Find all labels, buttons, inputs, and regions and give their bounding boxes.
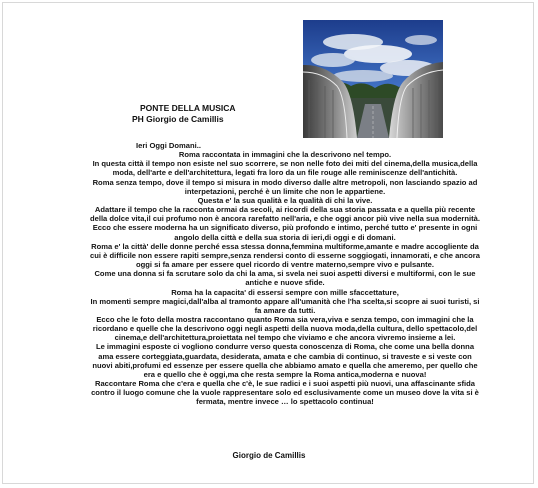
bridge-photo bbox=[303, 20, 443, 138]
text-line: Roma e' la città' delle donne perché essa stessa donna,femmina multiforme,amante e madre accogliente da bbox=[91, 241, 479, 251]
text-line: antiche e nuove sfide. bbox=[245, 278, 325, 288]
text-line: Ieri Oggi Domani.. bbox=[136, 141, 201, 150]
text-line: Roma senza tempo, dove il tempo si misura in modo diverso dalle altre metropoli, non lasciando spazio ad bbox=[92, 177, 478, 187]
text-line: Roma raccontata in immagini che la descrivono nel tempo. bbox=[178, 150, 392, 160]
text-line: Raccontare Roma che c'era e quella che c'è, le sue radici e i suoi aspetti più nuovi, una affascinante sfida bbox=[94, 379, 476, 389]
text-line: cui è difficile non essere rapiti sempre,senza rendersi conto di esserne soggiogati, innamorati, e che ancora bbox=[90, 250, 480, 260]
text-line: ama essere corteggiata,guardata, desiderata, amata e che cambia di continuo, si traveste e si veste con bbox=[98, 351, 472, 361]
signature: Giorgio de Camillis bbox=[232, 451, 306, 460]
text-line: oggi si fa amare per essere quel ricordo di ventre materno,sempre vivo e pulsante. bbox=[136, 260, 434, 270]
text-line: era e quello che è oggi,ma che resta sempre la Roma antica,moderna e nuova! bbox=[143, 369, 427, 379]
text-line: Le immagini esposte ci vogliono condurre verso questa conoscenza di Roma, che come una bella donna bbox=[95, 342, 475, 352]
text-line: fa amare da tutti. bbox=[254, 305, 316, 315]
text-line: Ecco che essere moderna ha un significato diverso, più profondo e intimo, perché tutto e' presente in ogni bbox=[92, 223, 478, 233]
text-line: moda, dell'arte e dell'architettura, legati fra loro da un file rouge alle reminiscenze dell'antichità. bbox=[112, 168, 458, 178]
text-line: In momenti sempre magici,dall'alba al tramonto appare all'umanità che l'ha scelta,si scopre ai suoi turisti, si bbox=[90, 296, 480, 306]
text-line: della dolce vita,il cui profumo non è ancora rarefatto nell'aria, e che oggi ancor più vive nella sua modernità. bbox=[89, 214, 481, 224]
text-line: Roma ha la capacita' di essersi sempre con mille sfaccettature, bbox=[171, 287, 399, 297]
text-line: Questa e' la sua qualità e la qualità di chi la vive. bbox=[197, 195, 373, 205]
text-line: contro il luogo comune che la vuole rappresentare solo ed esclusivamente come un museo dove la vita si è bbox=[91, 388, 479, 398]
text-line: In questa città il tempo non esiste nel suo scorrere, se non nelle foto dei miti del cinema,della musica,della bbox=[92, 159, 478, 169]
text-line: cinema,e dell'architettura,proiettata nel tempo che viviamo e che ancora vivremo insieme a lei. bbox=[114, 333, 456, 343]
text-line: ricordano e quelle che la descrivono oggi negli aspetti della nuova moda,della cultura, dello spettacolo,del bbox=[92, 324, 478, 334]
text-line: Adattare il tempo che la racconta ormai da secoli, ai ricordi della sua storia passata e a quella più recente bbox=[94, 205, 476, 215]
text-line: angolo della città e della sua storia di ieri,di oggi e di domani. bbox=[174, 232, 396, 242]
text-line: interpetazioni, perché è un limite che non le appartiene. bbox=[184, 186, 386, 196]
bridge-arch-image bbox=[303, 20, 443, 138]
text-line: Come una donna si fa scrutare solo da chi la ama, si svela nei suoi aspetti diversi e multiformi, con le sue bbox=[94, 269, 476, 279]
caption-title: PONTE DELLA MUSICA bbox=[140, 103, 236, 113]
text-line: nuovi abiti,profumi ed essenze per essere quella che abbiamo amato e quella che ameremo, per quello che bbox=[92, 360, 478, 370]
article-text bbox=[44, 141, 526, 407]
text-line: fermata, mentre invece … lo spettacolo continua! bbox=[196, 397, 374, 407]
caption-credit: PH Giorgio de Camillis bbox=[132, 113, 224, 124]
photo-caption bbox=[118, 103, 288, 124]
text-line: Ecco che le foto della mostra raccontano quanto Roma sia vera,viva e senza tempo, con immagini che la bbox=[96, 314, 474, 324]
